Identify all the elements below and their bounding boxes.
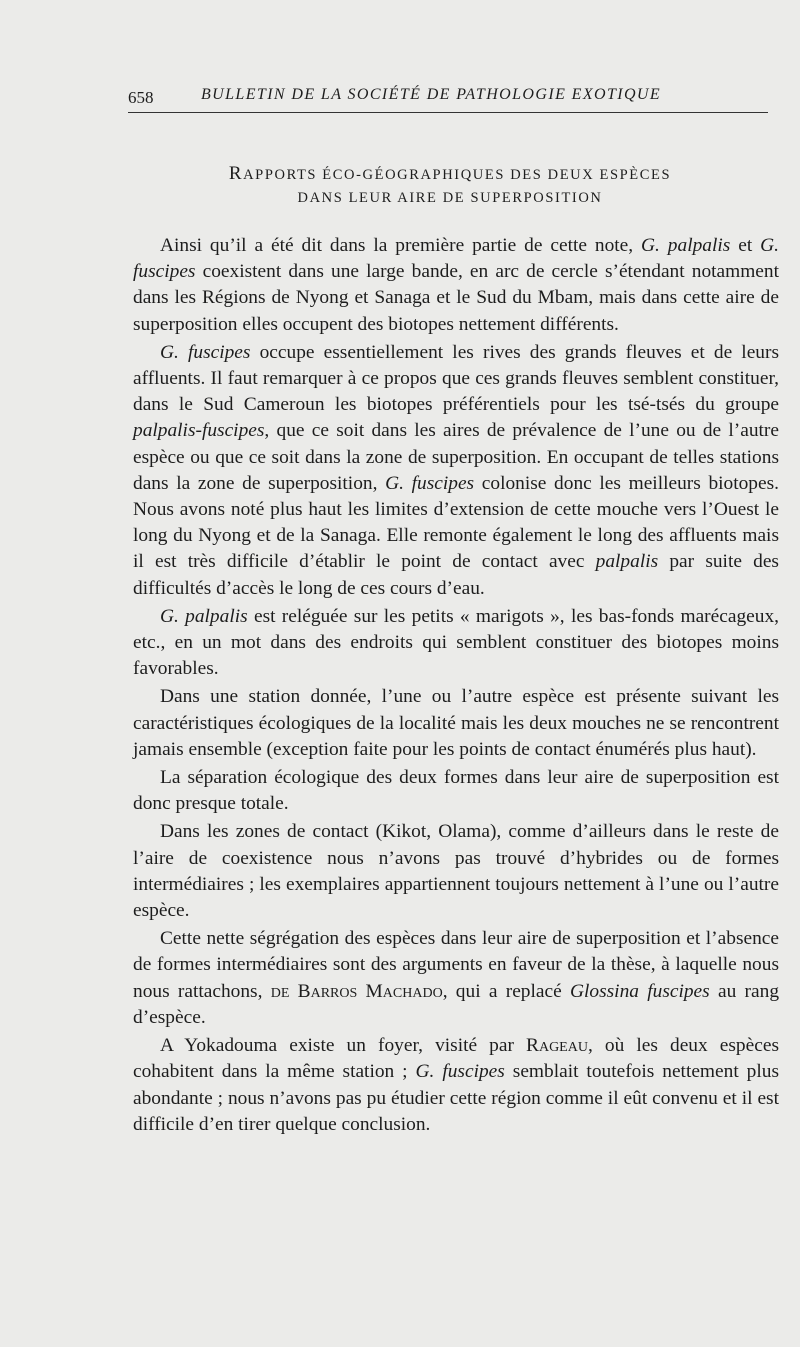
paragraph-8: A Yokadouma existe un foyer, visité par Rageau, où les deux espèces cohabitent dans la même station ; G. fuscipes semblait toutefois nettement plus abondante ; nous n’avons pas pu étudier cette région comme il eût convenu et il est difficile d’en tirer quelque conclusion. [133,1035,779,1135]
paragraph-3: G. palpalis est reléguée sur les petits « marigots », les bas-fonds marécageux, etc., en un mot dans des endroits qui semblent constituer des biotopes moins favorables. [133,605,779,680]
running-head: BULLETIN DE LA SOCIÉTÉ DE PATHOLOGIE EXOTIQUE [201,86,662,103]
section-title-initial: R [228,163,244,184]
paragraph-6: Dans les zones de contact (Kikot, Olama), comme d’ailleurs dans le reste de l’aire de coexistence nous n’avons pas trouvé d’hybrides ou de formes intermédiaires ; les exemplaires appartiennent toujours nettement à l’une ou l’autre espèce. [133,821,779,922]
article-body [133,233,779,1138]
paragraph-1: Ainsi qu’il a été dit dans la première partie de cette note, G. palpalis et G. fuscipes coexistent dans une large bande, en arc de cercle s’étendant notamment dans les Régions de Nyong et Sanaga et le Sud du Mbam, mais dans cette aire de superposition elles occupent des biotopes nettement différents. [133,235,779,335]
paragraph-4: Dans une station donnée, l’une ou l’autre espèce est présente suivant les caractéristiques écologiques de la localité mais les deux mouches ne se rencontrent jamais ensemble (exception faite pour les points de contact énumérés plus haut). [133,686,779,760]
page-header [128,82,768,113]
paragraph-5: La séparation écologique des deux formes dans leur aire de superposition est donc presque totale. [133,767,779,815]
page-number: 658 [128,88,154,107]
section-title-line2: DANS LEUR AIRE DE SUPERPOSITION [297,190,603,206]
paragraph-7: Cette nette ségrégation des espèces dans leur aire de superposition et l’absence de formes intermédiaires sont des arguments en faveur de la thèse, à laquelle nous nous rattachons, de Barros Machado, qui a replacé Glossina fuscipes au rang d’espèce. [133,928,780,1028]
section-title-rest: APPORTS ÉCO-GÉOGRAPHIQUES DES DEUX ESPÈCES [243,167,672,183]
paragraph-2: G. fuscipes occupe essentiellement les rives des grands fleuves et de leurs affluents. Il faut remarquer à ce propos que ces grands fleuves semblent constituer, dans le Sud Cameroun les biotopes préférentiels pour les tsé-tsés du groupe palpalis-fuscipes, que ce soit dans les aires de prévalence de l’une ou de l’autre espèce ou que ce soit dans la zone de superposition. En occupant de telles stations dans la zone de superposition, G. fuscipes colonise donc les meilleurs biotopes. Nous avons noté plus haut les limites d’extension de cette mouche vers l’Ouest le long du Nyong et de la Sanaga. Elle remonte également le long des affluents mais il est très difficile d’établir le point de contact avec palpalis par suite des difficultés d’accès le long de ces cours d’eau. [133,341,779,599]
